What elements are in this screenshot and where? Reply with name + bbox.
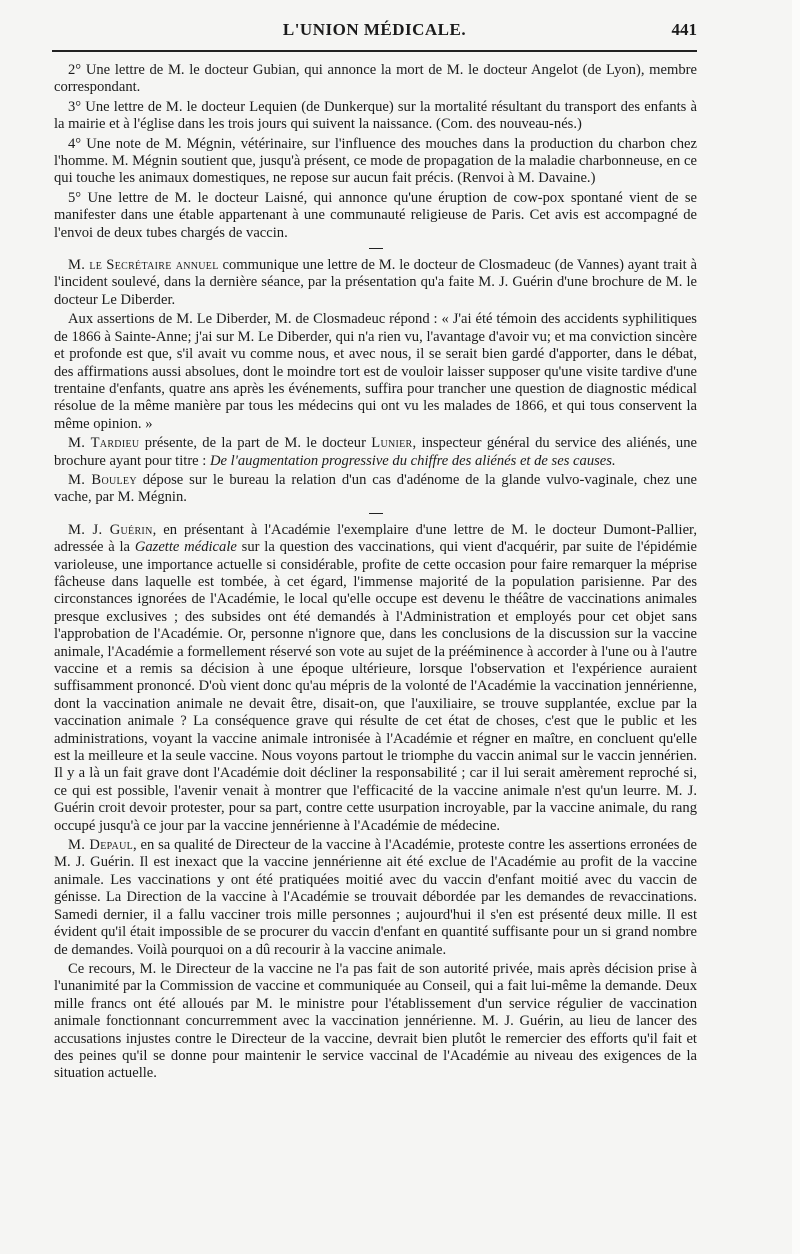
speaker-name: M. Depaul bbox=[68, 837, 134, 854]
paragraph-text: présente, de la part de M. le docteur bbox=[139, 435, 372, 452]
secretary-paragraph bbox=[54, 257, 697, 309]
header-rule bbox=[52, 50, 697, 52]
correspondence-item: 5° Une lettre de M. le docteur Laisné, qui annonce qu'une éruption de cow-pox spontané vient de se manifester dans une étable appartenant à une communauté religieuse de Paris. Cet avis est accompagné de l'envoi de deux tubes chargés de vaccin. bbox=[54, 189, 697, 241]
journal-name: Gazette médicale bbox=[134, 539, 237, 556]
tardieu-paragraph bbox=[54, 435, 697, 470]
paragraph-text: , en présentant à l'Académie l'exemplaire d'une lettre de M. le docteur Dumont-Pallier, adressée à la bbox=[54, 521, 697, 556]
paragraph-text: dépose sur le bureau la relation d'un cas d'adénome de la glande vulvo-vaginale, chez une vache, par M. Mégnin. bbox=[54, 471, 697, 506]
paragraph-text: , en sa qualité de Directeur de la vaccine à l'Académie, proteste contre les assertions erronées de M. J. Guérin. Il est inexact que la vaccine jennérienne ait été exclue de l'Académie au profit de la vaccine animale. Les vaccinations y ont été pratiquées moitié avec du vaccin d'enfant moitié avec du vaccin de génisse. La Direction de la vaccine à l'Académie se trouvait débordée par les demandes de revaccinations. Samedi dernier, il a fallu vacciner trois mille personnes ; aujourd'hui il s'en est présenté deux mille. Il est évident qu'il était impossible de se procurer du vaccin d'enfant en quantité suffisante pour un si grand nombre de demandes. Voilà pourquoi on a dû recourir à la vaccine animale. bbox=[54, 837, 697, 958]
bouley-paragraph bbox=[54, 472, 697, 507]
section-separator bbox=[369, 248, 383, 249]
correspondence-item: 2° Une lettre de M. le docteur Gubian, qui annonce la mort de M. le docteur Angelot (de Lyon), membre correspondant. bbox=[54, 62, 697, 96]
paragraph-text: communique une lettre de M. le docteur de Closmadeuc (de Vannes) ayant trait à l'incident soulevé, dans la dernière séance, par la présentation qu'a faite M. J. Guérin d'une brochure de M. le docteur Le Diberder. bbox=[54, 257, 697, 308]
brochure-title: De l'augmentation progressive du chiffre des aliénés et de ses causes. bbox=[210, 452, 616, 469]
speaker-name: M. J. Guérin bbox=[68, 521, 153, 538]
paragraph-text: , inspecteur général du service des aliénés, une brochure ayant pour titre : bbox=[54, 435, 697, 469]
guerin-paragraph bbox=[54, 522, 697, 835]
speaker-name: M. le Secrétaire annuel bbox=[68, 257, 219, 274]
section-separator bbox=[369, 513, 383, 514]
depaul-paragraph bbox=[54, 837, 697, 959]
speaker-name: M. Tardieu bbox=[68, 435, 140, 452]
running-header bbox=[52, 16, 697, 46]
cited-name: Lunier bbox=[371, 435, 413, 452]
page-edge bbox=[792, 0, 800, 1254]
correspondence-item: 3° Une lettre de M. le docteur Lequien (de Dunkerque) sur la mortalité résultant du transport des enfants à la mairie et à l'église dans les trois jours qui suivent la naissance. (Com. des nouveau-nés.) bbox=[54, 98, 697, 133]
journal-title: L'UNION MÉDICALE. bbox=[282, 20, 467, 39]
recours-paragraph: Ce recours, M. le Directeur de la vaccine ne l'a pas fait de son autorité privée, mais après décision prise à l'unanimité par la Commission de vaccine et communiquée au Conseil, qui a fait lui-même la demande. Deux mille francs ont été alloués par M. le ministre pour l'établissement d'un service régulier de vaccination animale fonctionnant concurremment avec la vaccination jennérienne. M. J. Guérin, au lieu de lancer des accusations injustes contre le Directeur de la vaccine, devrait bien plutôt le remercier des efforts qu'il fait et des peines qu'il se donne pour maintenir le service vaccinal de l'Académie au niveau des exigences de la situation actuelle. bbox=[54, 960, 697, 1082]
page-number: 441 bbox=[671, 20, 697, 39]
correspondence-item: 4° Une note de M. Mégnin, vétérinaire, sur l'influence des mouches dans la production du charbon chez l'homme. M. Mégnin soutient que, jusqu'à présent, ce mode de propagation de la maladie charbonneuse, en ce qui touche les animaux domestiques, ne repose sur aucun fait précis. (Renvoi à M. Davaine.) bbox=[54, 135, 697, 187]
speaker-name: M. Bouley bbox=[68, 471, 137, 488]
closmadeuc-quote: Aux assertions de M. Le Diberder, M. de Closmadeuc répond : « J'ai été témoin des accidents syphilitiques de 1866 à Sainte-Anne; j'ai sur M. Le Diberder, qui n'a rien vu, l'avantage d'avoir vu; et ma conviction sincère et profonde est que, s'il avait vu comme nous, et avec nous, il se serait bien gardé d'apporter, dans le débat, des affirmations aussi absolues, dont le moindre tort est de vouloir laisser supposer qu'une visite tardive d'une trentaine d'enfants, quatre ans après les événements, suffira pour trancher une question de diagnostic médical résolue de la même manière par tous les médecins qui ont vu les malades de 1866, et qui tous conservent la même opinion. » bbox=[54, 311, 697, 432]
paragraph-text: sur la question des vaccinations, qui vient d'acquérir, par suite de l'épidémie varioleuse, une importance actuelle si considérable, profite de cette occasion pour faire remarquer la méprise fâcheuse dans laquelle est tombée, à cet égard, l'immense majorité de la population parisienne. Par des circonstances ignorées de l'Académie, le local qu'elle occupe est devenu le théâtre de vaccinations animales presque exclusives ; des subsides ont été demandés à l'Administration et employés pour cet objet sans l'approbation de l'Académie. Or, personne n'ignore que, dans les conclusions de la discussion sur la vaccine animale, l'Académie a formellement réservé son vote au sujet de la prééminence à accorder à l'une ou à l'autre vaccine et a remis sa décision à une époque ultérieure, lorsque l'observation et l'expérience auraient suffisamment prononcé. D'où vient donc qu'au mépris de la volonté de l'Académie la vaccination jennérienne, dont la vaccination animale ne devait être, disait-on, que l'auxiliaire, se trouve supplantée, exclue par la vaccination animale ? La conséquence grave qui résulte de cet état de choses, c'est que le public et les administrations, voyant la vaccine animale intronisée à l'Académie et régner en maître, en concluent qu'elle est la meilleure et la seule vaccine. Nous voyons partout le triomphe du vaccin animal sur le vaccin jennérien. Il y a là un fait grave dont l'Académie doit décliner la responsabilité ; car il lui serait amèrement reproché si, ce qui est possible, l'avenir venait à montrer que l'efficacité de la vaccine animale n'est qu'un leurre. M. J. Guérin croit devoir protester, pour sa part, contre cette usurpation incroyable, par la vaccine animale, du rang occupé jusqu'à ce jour par la vaccine jennérienne à l'Académie de médecine. bbox=[54, 539, 697, 834]
article-body bbox=[54, 62, 697, 1085]
